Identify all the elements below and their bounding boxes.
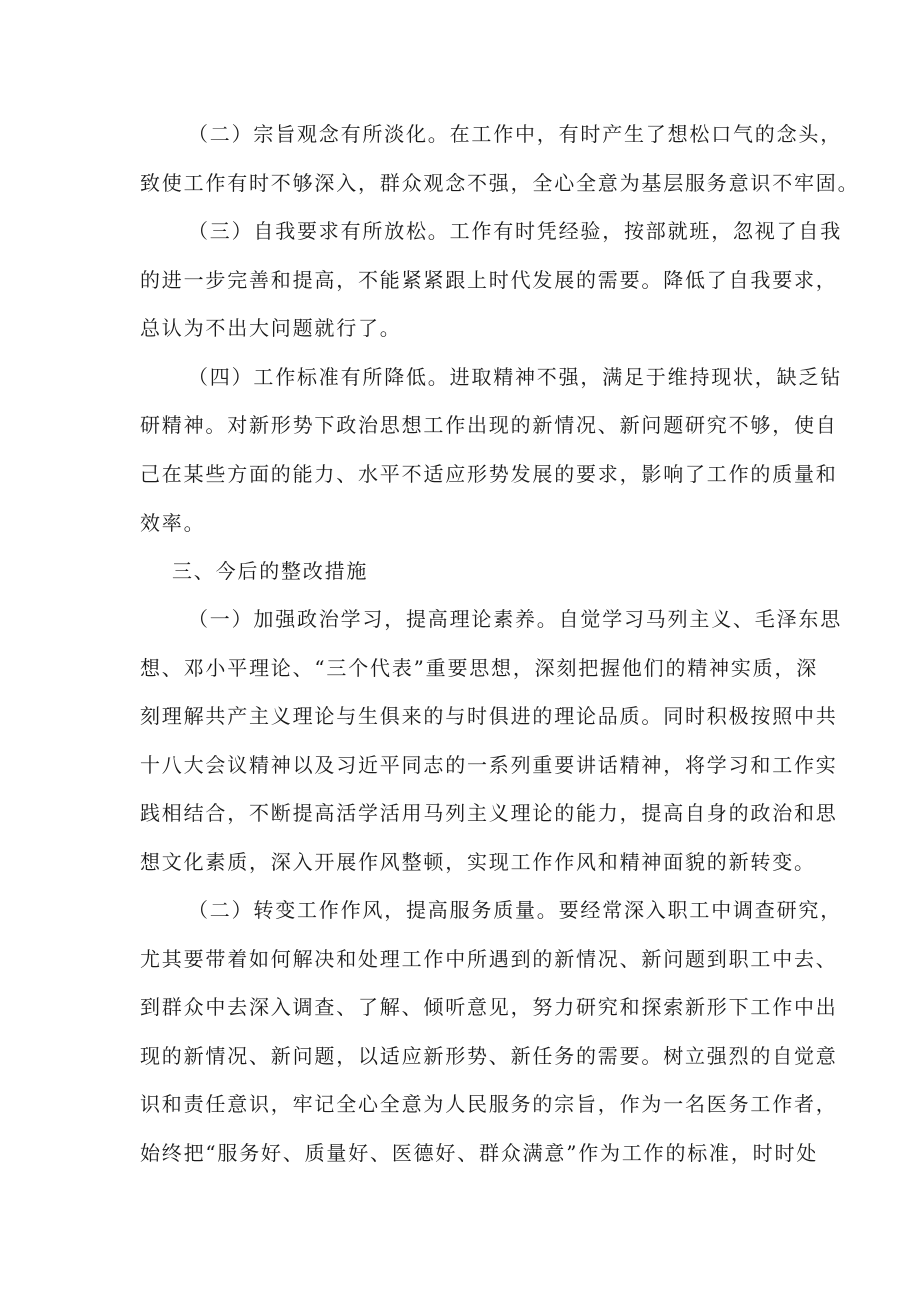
paragraph-line: 想文化素质，深入开展作风整顿，实现工作作风和精神面貌的新转变。 — [140, 850, 816, 874]
paragraph-line: 尤其要带着如何解决和处理工作中所遇到的新情况、新问题到职工中去、 — [140, 947, 838, 971]
paragraph-line: 想、邓小平理论、“三个代表”重要思想，深刻把握他们的精神实质，深 — [140, 656, 819, 680]
paragraph-line: 始终把“服务好、质量好、医德好、群众满意”作为工作的标准，时时处 — [140, 1141, 819, 1165]
paragraph-line: 总认为不出大问题就行了。 — [140, 316, 402, 340]
paragraph-line: （二）宗旨观念有所淡化。在工作中，有时产生了想松口气的念头， — [188, 122, 842, 146]
section-heading: 三、今后的整改措施 — [172, 559, 369, 583]
paragraph-line: （三）自我要求有所放松。工作有时凭经验，按部就班，忽视了自我 — [188, 219, 842, 243]
paragraph-line: （一）加强政治学习，提高理论素养。自觉学习马列主义、毛泽东思 — [188, 607, 842, 631]
paragraph-line: 十八大会议精神以及习近平同志的一系列重要讲话精神，将学习和工作实 — [140, 753, 838, 777]
paragraph-line: 到群众中去深入调查、了解、倾听意见，努力研究和探索新形下工作中出 — [140, 995, 838, 1019]
paragraph-line: 效率。 — [140, 511, 206, 535]
paragraph-line: 致使工作有时不够深入，群众观念不强，全心全意为基层服务意识不牢固。 — [140, 171, 860, 195]
paragraph-line: 现的新情况、新问题，以适应新形势、新任务的需要。树立强烈的自觉意 — [140, 1044, 838, 1068]
paragraph-line: （二）转变工作作风，提高服务质量。要经常深入职工中调查研究， — [188, 898, 842, 922]
paragraph-line: （四）工作标准有所降低。进取精神不强，满足于维持现状，缺乏钻 — [188, 365, 842, 389]
paragraph-line: 刻理解共产主义理论与生俱来的与时俱进的理论品质。同时积极按照中共 — [140, 704, 838, 728]
paragraph-line: 践相结合，不断提高活学活用马列主义理论的能力，提高自身的政治和思 — [140, 801, 838, 825]
paragraph-line: 的进一步完善和提高，不能紧紧跟上时代发展的需要。降低了自我要求， — [140, 268, 838, 292]
paragraph-line: 识和责任意识，牢记全心全意为人民服务的宗旨，作为一名医务工作者， — [140, 1092, 838, 1116]
paragraph-line: 己在某些方面的能力、水平不适应形势发展的要求，影响了工作的质量和 — [140, 462, 838, 486]
paragraph-line: 研精神。对新形势下政治思想工作出现的新情况、新问题研究不够，使自 — [140, 413, 838, 437]
